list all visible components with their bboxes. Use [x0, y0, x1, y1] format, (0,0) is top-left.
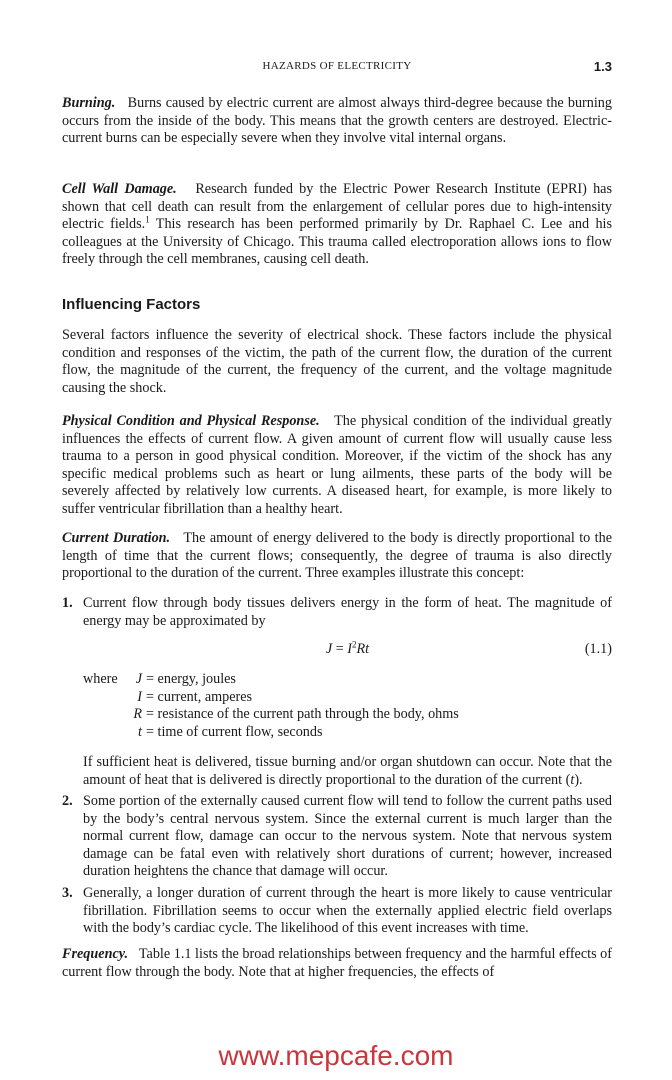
run-in-heading-cell-wall: Cell Wall Damage.	[62, 181, 177, 197]
run-in-heading-burning: Burning.	[62, 95, 116, 111]
paragraph-intro	[62, 327, 612, 397]
running-title: HAZARDS OF ELECTRICITY	[262, 60, 412, 72]
burning-text: Burns caused by electric current are almost always third-degree because the burning occurs from the inside of the body. This means that the growth centers are destroyed. Electric-current burns can be especially severe when they involve vital internal organs.	[62, 95, 612, 147]
page-number: 1.3	[593, 59, 612, 74]
physical-text: The physical condition of the individual greatly influences the effects of current flow. A given amount of current flow will usually cause less trauma to a person in good physical condition. Moreover, if the victim of the shock has any specific medical problems such as heart or lung ailments, these parts of the body will be severely affected by relatively low currents. A diseased heart, for example, is more likely to suffer ventricular fibrillation than a healthy heart.	[62, 413, 613, 517]
var-definition: = resistance of the current path through the body, ohms	[146, 706, 459, 723]
run-in-heading-physical: Physical Condition and Physical Response.	[62, 413, 320, 429]
list-item-1-text: Current flow through body tissues delivers energy in the form of heat. The magnitude of energy may be approximated by	[83, 595, 612, 629]
list-item-1-after: If sufficient heat is delivered, tissue burning and/or organ shutdown can occur. Note that the amount of heat that is delivered is directly proportional to the duration of the current (t).	[83, 754, 612, 788]
duration-text: The amount of energy delivered to the body is directly proportional to the length of time that the current flows; consequently, the degree of trauma is also directly proportional to the duration of the current. Three examples illustrate this concept:	[62, 530, 612, 582]
list-number: 2.	[62, 793, 73, 809]
var-symbol: t	[138, 723, 142, 740]
run-in-heading-frequency: Frequency.	[62, 946, 129, 962]
cell-wall-text-a: Research funded by the Electric Power Research Institute (EPRI) has shown that cell death can result from the enlargement of cellular pores due to high-intensity electric fields.	[62, 181, 612, 233]
variable-definitions	[83, 671, 612, 741]
equation-1-1	[83, 641, 612, 659]
list-item-1	[62, 595, 612, 630]
list-item-3	[62, 885, 612, 938]
intro-text: Several factors influence the severity of electrical shock. These factors include the physical condition and responses of the victim, the path of the current flow, the duration of the current flow, the magnitude of the current, the frequency of the current, and the voltage magnitude causing the shock.	[62, 327, 612, 396]
section-heading: Influencing Factors	[62, 296, 201, 313]
var-definition: = current, amperes	[146, 688, 253, 705]
run-in-heading-duration: Current Duration.	[62, 530, 171, 546]
frequency-text: Table 1.1 lists the broad relationships between frequency and the harmful effects of current flow through the body. Note that at higher frequencies, the effects of	[62, 946, 613, 980]
var-symbol: I	[137, 688, 142, 705]
paragraph-physical	[62, 413, 612, 519]
running-header	[62, 60, 612, 76]
paragraph-burning	[62, 95, 612, 148]
var-symbol: R	[133, 706, 142, 723]
list-item-2-text: Some portion of the externally caused current flow will tend to follow the current paths used by the body’s central nervous system. Since the external current is much larger than the normal current flow, damage can occur to the nervous system. Note that nervous system damage can be fatal even with relatively short durations of current; however, increased duration heightens the chance that damage will occur.	[83, 793, 612, 880]
where-label: where	[83, 671, 118, 687]
list-number: 3.	[62, 885, 73, 901]
footnote-ref: 1	[145, 214, 150, 225]
var-definition: = energy, joules	[146, 671, 236, 687]
list-item-1-continuation	[62, 754, 612, 789]
paragraph-duration	[62, 530, 612, 583]
paragraph-cell-wall	[62, 181, 612, 269]
list-number: 1.	[62, 595, 73, 611]
list-item-2	[62, 793, 612, 881]
watermark-url: www.mepcafe.com	[218, 1040, 454, 1071]
paragraph-frequency	[62, 946, 612, 981]
var-definition: = time of current flow, seconds	[146, 723, 323, 740]
equation-expression: $J = I^2Rt$	[325, 639, 370, 657]
var-symbol: J	[135, 671, 142, 687]
list-item-3-text: Generally, a longer duration of current through the heart is more likely to cause ventricular fibrillation. Fibrillation seems to occur when the externally applied electric field overlaps with the body’s cardiac cycle. The likelihood of this event increases with time.	[83, 885, 612, 937]
equation-number: (1.1)	[584, 641, 612, 657]
cell-wall-text-b: This research has been performed primarily by Dr. Raphael C. Lee and his colleagues at the University of Chicago. This trauma called electroporation allows ions to flow freely through the cell membranes, causing cell death.	[62, 216, 612, 268]
